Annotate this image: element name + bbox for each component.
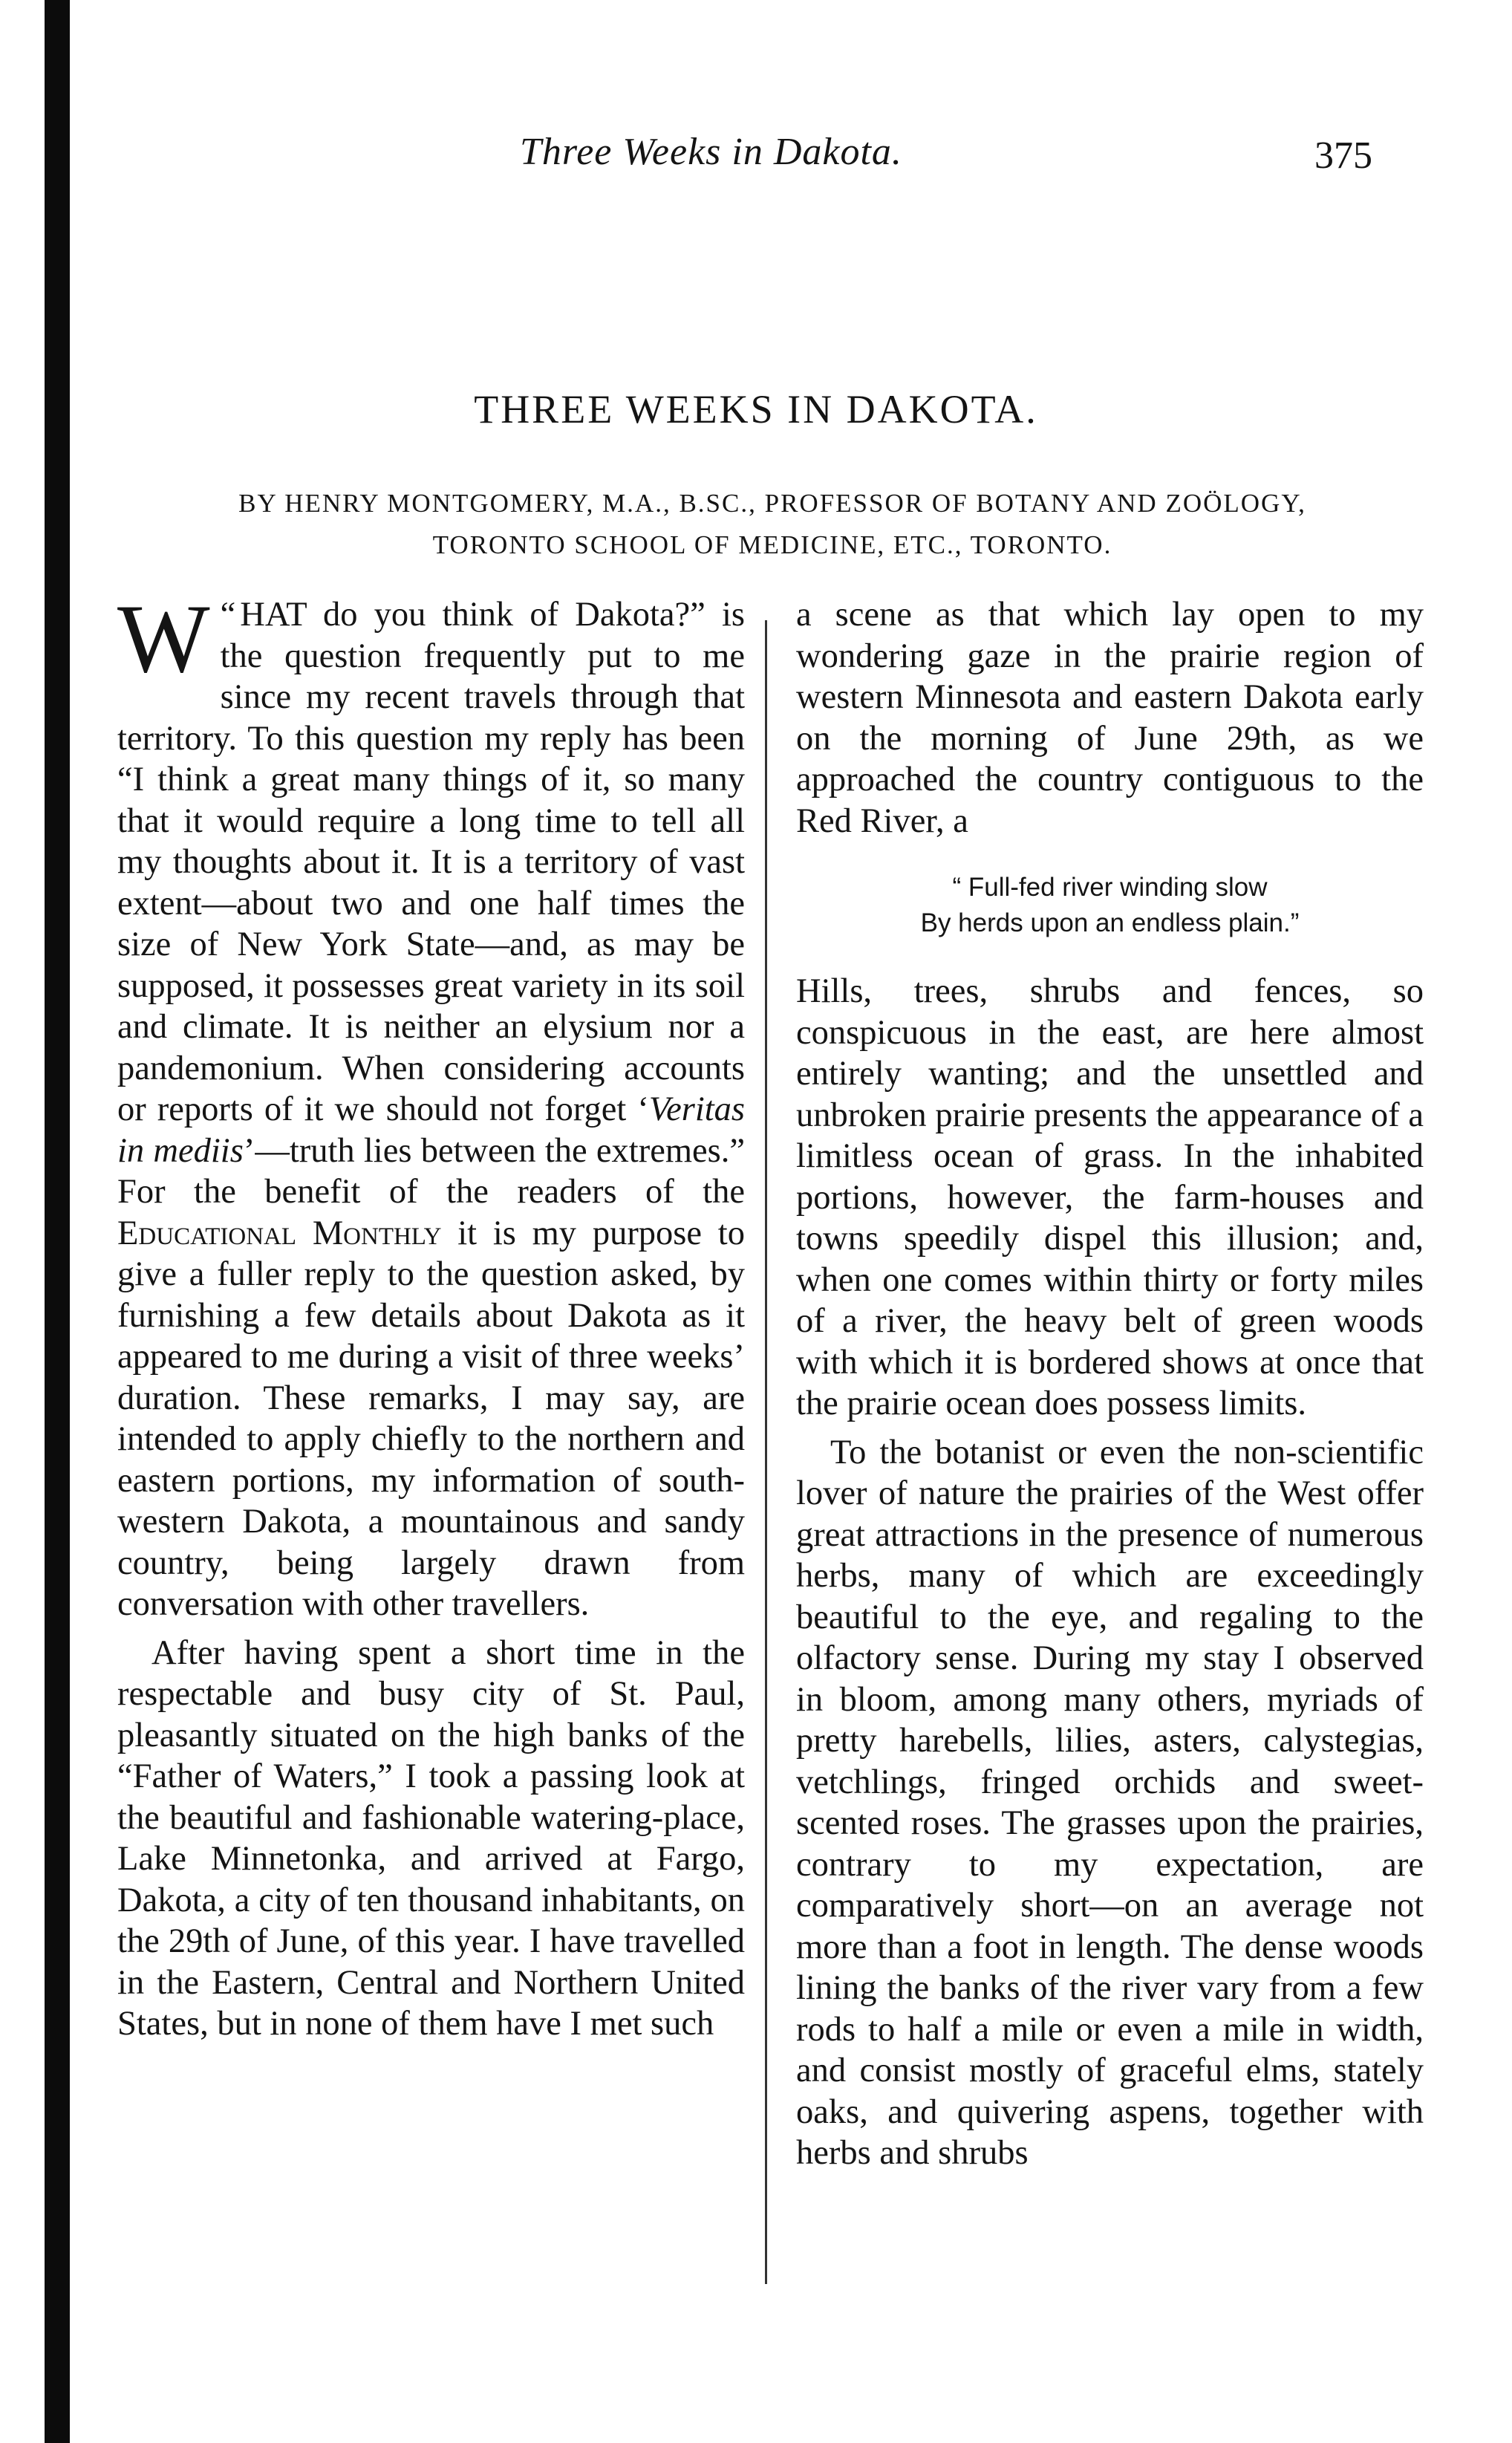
latin-phrase: Veritas in mediis [117,1090,745,1170]
byline-line: TORONTO SCHOOL OF MEDICINE, ETC., TORONTO. [432,530,1112,559]
verse-line: By herds upon an endless plain.” [920,908,1300,937]
article-title: THREE WEEKS IN DAKOTA. [474,387,1038,432]
right-column [796,594,1424,2174]
column-rule [765,620,767,2284]
publication-name: Educational Monthly [117,1214,442,1252]
margin-mark [48,1827,68,1830]
paragraph: To the botanist or even the non-scientific lover of nature the prairies of the West offer great attractions in the presence of numerous herbs, many of which are exceedingly beautiful to the eye, and regaling to the olfactory sense. During my stay I observed in bloom, among many others, myriads of pretty harebells, lilies, asters, calystegias, vetchlings, fringed orchids and sweet-scented roses. The grasses upon the prairies, contrary to my expectation, are comparatively short—on an average not more than a foot in length. The dense woods lining the banks of the river vary from a few rods to half a mile or even a mile in width, and consist mostly of graceful elms, stately oaks, and quivering aspens, together with herbs and shrubs [796,1433,1424,2172]
left-column [117,584,745,2045]
page-number: 375 [1314,134,1372,177]
margin-mark [48,609,68,612]
verse-line: “ Full-fed river winding slow [952,873,1268,902]
paragraph [117,584,745,1625]
paragraph: Hills, trees, shrubs and fences, so conspicuous in the east, are here almost entirely wanting; and the unsettled and unbroken prairie presents the appearance of a limitless ocean of grass. In the inhabited portions, however, the farm-houses and towns speedily dispel this illusion; and, when one comes within thirty or forty miles of a river, the heavy belt of green woods with which it is bordered shows at once that the prairie ocean does possess limits. [796,972,1424,1422]
running-head: Three Weeks in Dakota. [520,131,902,173]
binding-edge [45,0,70,2443]
paragraph-text: HAT do you think of Dakota?” is the question frequently put to me since my recent travels through that territory. To this question my reply has been “I think a great many things of it, so many that it would require a long time to tell all my thoughts about it. It is a territory of vast extent—about two and one half times the size of New York State—and, as may be supposed, it possesses great variety in its soil and climate. It is neither an elysium nor a pandemonium. When considering accounts or reports of it we should not forget ‘ [117,596,745,1128]
paragraph: a scene as that which lay open to my wondering gaze in the prairie region of western Minnesota and eastern Dakota early on the morning of June 29th, as we approached the country contiguous to the Red River, a [796,596,1424,840]
paragraph-text: it is my purpose to give a fuller reply to the question asked, by furnishing a few details about Dakota as it appeared to me during a visit of three weeks’ duration. These remarks, I may say, are intended to apply chiefly to the northern and eastern portions, my information of south-western Dakota, a mountainous and sandy country, being largely drawn from conversation with other travellers. [117,1214,745,1623]
byline [111,483,1433,566]
drop-cap: W [117,584,210,693]
open-quote: “ [220,596,236,634]
paragraph: After having spent a short time in the respectable and busy city of St. Paul, pleasantly situated on the high banks of the “Father of Waters,” I took a passing look at the beautiful and fashionable watering-place, Lake Minnetonka, and arrived at Fargo, Dakota, a city of ten thousand inhabitants, on the 29th of June, of this year. I have travelled in the Eastern, Central and Northern United States, but in none of them have I met such [117,1633,745,2043]
verse-quotation [796,870,1424,941]
paragraph-text: ’—truth lies between the extremes.” For the benefit of the readers of the [117,1131,745,1211]
byline-line: BY HENRY MONTGOMERY, M.A., B.SC., PROFESSOR OF BOTANY AND ZOÖLOGY, [238,489,1306,518]
